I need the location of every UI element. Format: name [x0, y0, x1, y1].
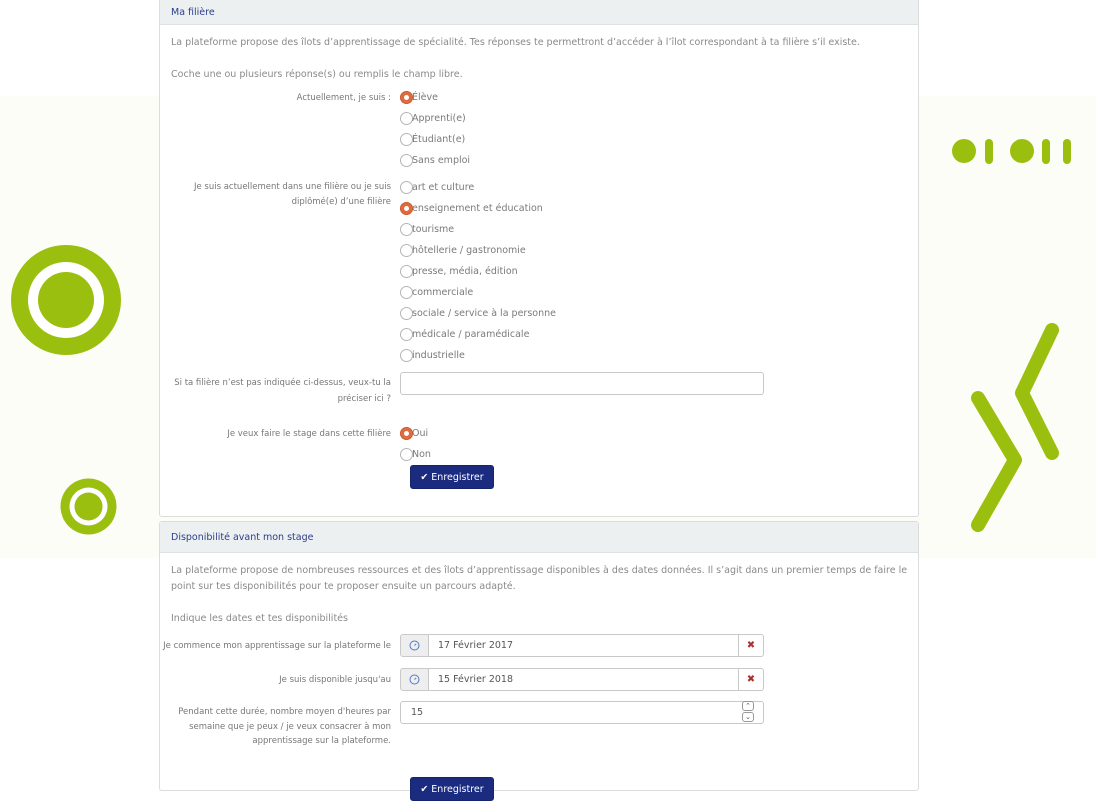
end-date-input[interactable]: 15 Février 2018: [429, 668, 739, 691]
option-label: Sans emploi: [412, 155, 471, 166]
hours-label: Pendant cette durée, nombre moyen d'heures par semaine que je peux / je veux consacrer à mon apprentissage sur la plateforme.: [178, 707, 391, 746]
option-label: Élève: [412, 92, 438, 103]
other-filiere-question: [160, 375, 900, 407]
main-column: [159, 0, 919, 795]
disponibilite-panel-heading: [160, 522, 918, 553]
option-label: presse, média, édition: [412, 266, 518, 277]
disponibilite-panel-title: Disponibilité avant mon stage: [171, 531, 314, 543]
start-date-label: Je commence mon apprentissage sur la plateforme le: [163, 641, 391, 651]
start-date-field[interactable]: [400, 634, 764, 657]
calendar-clock-icon[interactable]: [400, 668, 429, 691]
option-label: enseignement et éducation: [412, 203, 543, 214]
stage-option-oui[interactable]: [400, 423, 431, 444]
disponibilite-save-button[interactable]: [410, 777, 494, 801]
start-date-input[interactable]: 17 Février 2017: [429, 634, 739, 657]
option-label: sociale / service à la personne: [412, 308, 556, 319]
filiere-panel-title: Ma filière: [171, 7, 215, 18]
filiere-option-art[interactable]: [400, 177, 556, 198]
stage-label: Je veux faire le stage dans cette filière: [227, 429, 391, 439]
option-label: tourisme: [412, 224, 455, 235]
stage-option-non[interactable]: [400, 444, 431, 465]
chevron-up-icon: ⌃: [745, 702, 751, 710]
end-date-question: [160, 673, 900, 688]
disponibilite-intro-text: La plateforme propose de nombreuses ressources et des îlots d’apprentissage disponibles à des dates données. Il s’agit dans un premier temps de faire le point sur tes disponibilités pour te proposer ensuite un parcours adapté.: [171, 565, 908, 592]
option-label: art et culture: [412, 182, 475, 193]
status-option-apprenti[interactable]: [400, 108, 470, 129]
save-label: Enregistrer: [431, 783, 484, 795]
check-icon: ✔: [420, 471, 429, 483]
chevron-down-icon: ⌄: [745, 713, 751, 721]
small-target-circle-icon: [60, 478, 117, 535]
filiere-option-hotellerie[interactable]: [400, 240, 556, 261]
clear-icon: ✖: [746, 674, 756, 685]
filiere-option-medicale[interactable]: [400, 324, 556, 345]
disponibilite-panel: [159, 521, 919, 795]
filiere-option-commerciale[interactable]: [400, 282, 556, 303]
hours-value: 15: [411, 707, 424, 718]
filiere-intro-text: La plateforme propose des îlots d’apprentissage de spécialité. Tes réponses te permettront d’accéder à l’îlot correspondant à ta filière s’il existe.: [171, 37, 860, 48]
status-option-etudiant[interactable]: [400, 129, 470, 150]
stage-question: [160, 427, 900, 460]
option-label: Oui: [412, 428, 429, 439]
disponibilite-instruction-text: Indique les dates et tes disponibilités: [171, 613, 348, 624]
option-label: industrielle: [412, 350, 465, 361]
filiere-option-enseignement[interactable]: [400, 198, 556, 219]
check-icon: ✔: [420, 783, 429, 795]
filiere-label: Je suis actuellement dans une filière ou je suis diplômé(e) d’une filière: [193, 182, 391, 207]
decrement-button[interactable]: [742, 712, 754, 722]
filiere-radio-group: [400, 177, 556, 366]
filiere-option-presse[interactable]: [400, 261, 556, 282]
save-label: Enregistrer: [431, 471, 484, 483]
end-date-label: Je suis disponible jusqu'au: [279, 675, 391, 685]
end-date-field[interactable]: [400, 668, 764, 691]
filiere-option-industrielle[interactable]: [400, 345, 556, 366]
status-option-eleve[interactable]: [400, 87, 470, 108]
filiere-save-button[interactable]: [410, 465, 494, 489]
option-label: hôtellerie / gastronomie: [412, 245, 526, 256]
status-radio-group: [400, 87, 470, 171]
increment-button[interactable]: [742, 701, 754, 711]
status-option-sans-emploi[interactable]: [400, 150, 470, 171]
option-label: Apprenti(e): [412, 113, 466, 124]
filiere-instruction-text: Coche une ou plusieurs réponse(s) ou remplis le champ libre.: [171, 69, 463, 80]
clear-start-date-button[interactable]: [739, 634, 764, 657]
stage-radio-group: [400, 423, 431, 465]
filiere-option-tourisme[interactable]: [400, 219, 556, 240]
large-target-circle-icon: [10, 244, 122, 356]
option-label: Étudiant(e): [412, 134, 466, 145]
clear-end-date-button[interactable]: [739, 668, 764, 691]
filiere-panel-heading: [160, 0, 918, 25]
chevrons-icon: [965, 320, 1065, 535]
binary-dots-icon: [952, 138, 1077, 165]
option-label: commerciale: [412, 287, 474, 298]
start-date-question: [160, 639, 900, 654]
clear-icon: ✖: [746, 640, 756, 651]
calendar-clock-icon[interactable]: [400, 634, 429, 657]
hours-number-input[interactable]: [400, 701, 764, 724]
other-filiere-input[interactable]: [400, 372, 764, 395]
filiere-option-sociale[interactable]: [400, 303, 556, 324]
option-label: Non: [412, 449, 431, 460]
option-label: médicale / paramédicale: [412, 329, 530, 340]
filiere-panel: [159, 0, 919, 517]
hours-question: [160, 702, 900, 749]
status-label: Actuellement, je suis :: [296, 93, 391, 103]
filiere-question: [160, 180, 900, 361]
other-filiere-label: Si ta filière n’est pas indiquée ci-dessus, veux-tu la préciser ici ?: [174, 378, 391, 404]
status-question: [160, 91, 900, 166]
